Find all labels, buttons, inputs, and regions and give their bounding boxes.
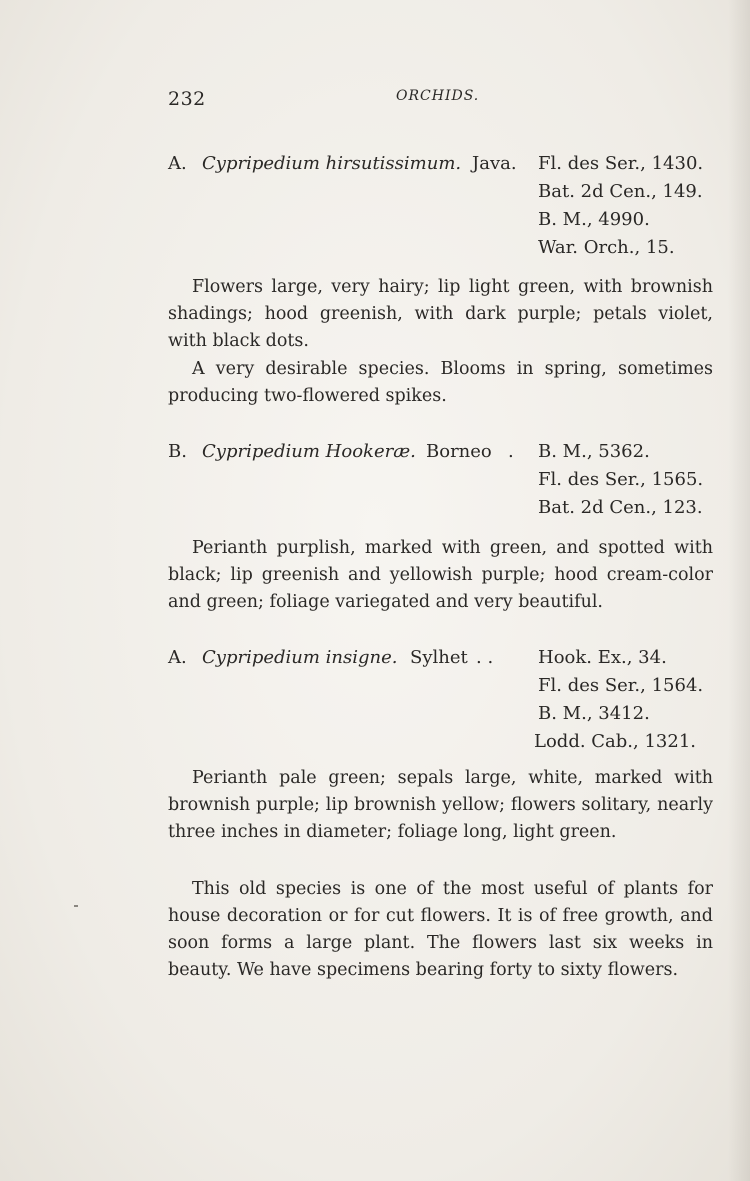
reference: Hook. Ex., 34.	[538, 647, 667, 668]
species-name: Cypripedium hirsutissimum.	[202, 153, 462, 174]
reference: Lodd. Cab., 1321.	[534, 731, 696, 752]
entry-grade: B.	[168, 441, 187, 462]
reference: Fl. des Ser., 1430.	[538, 153, 704, 174]
running-head: ORCHIDS.	[396, 88, 480, 104]
leader-dots: . .	[476, 647, 494, 668]
paper-speck	[74, 905, 78, 907]
reference: Fl. des Ser., 1565.	[538, 469, 704, 490]
page-number: 232	[168, 88, 206, 110]
reference: B. M., 5362.	[538, 441, 650, 462]
description-paragraph: Flowers large, very hairy; lip light green, with brownish shadings; hood greenish, with dark purple; petals violet, with black dots.	[168, 277, 713, 351]
species-name: Cypripedium Hookeræ.	[202, 441, 416, 462]
reference: B. M., 3412.	[538, 703, 650, 724]
entry-grade: A.	[168, 647, 187, 668]
reference: Bat. 2d Cen., 149.	[538, 181, 703, 202]
description-paragraph: Perianth pale green; sepals large, white, marked with brownish purple; lip brownish yellow; flowers solitary, nearly three inches in diameter; foliage long, light green.	[168, 768, 713, 842]
description-paragraph: This old species is one of the most useful of plants for house decoration or for cut flowers. It is of free growth, and soon forms a large plant. The flowers last six weeks in beauty. We have specimens bearing forty to sixty flowers.	[168, 879, 713, 980]
description-paragraph: Perianth purplish, marked with green, and spotted with black; lip greenish and yellowish purple; hood cream-color and green; foliage variegated and very beautiful.	[168, 538, 713, 612]
entry-grade: A.	[168, 153, 187, 174]
reference: B. M., 4990.	[538, 209, 650, 230]
reference: War. Orch., 15.	[538, 237, 675, 258]
page-edge-shadow	[728, 0, 750, 1181]
species-region: Java.	[472, 153, 517, 174]
page-header	[168, 88, 713, 112]
description-paragraph: A very desirable species. Blooms in spring, sometimes producing two-flowered spikes.	[168, 359, 713, 406]
reference: Fl. des Ser., 1564.	[538, 675, 704, 696]
species-region: Borneo	[426, 441, 492, 462]
leader-dots: .	[508, 441, 514, 462]
species-name: Cypripedium insigne.	[202, 647, 398, 668]
species-region: Sylhet	[410, 647, 468, 668]
reference: Bat. 2d Cen., 123.	[538, 497, 703, 518]
